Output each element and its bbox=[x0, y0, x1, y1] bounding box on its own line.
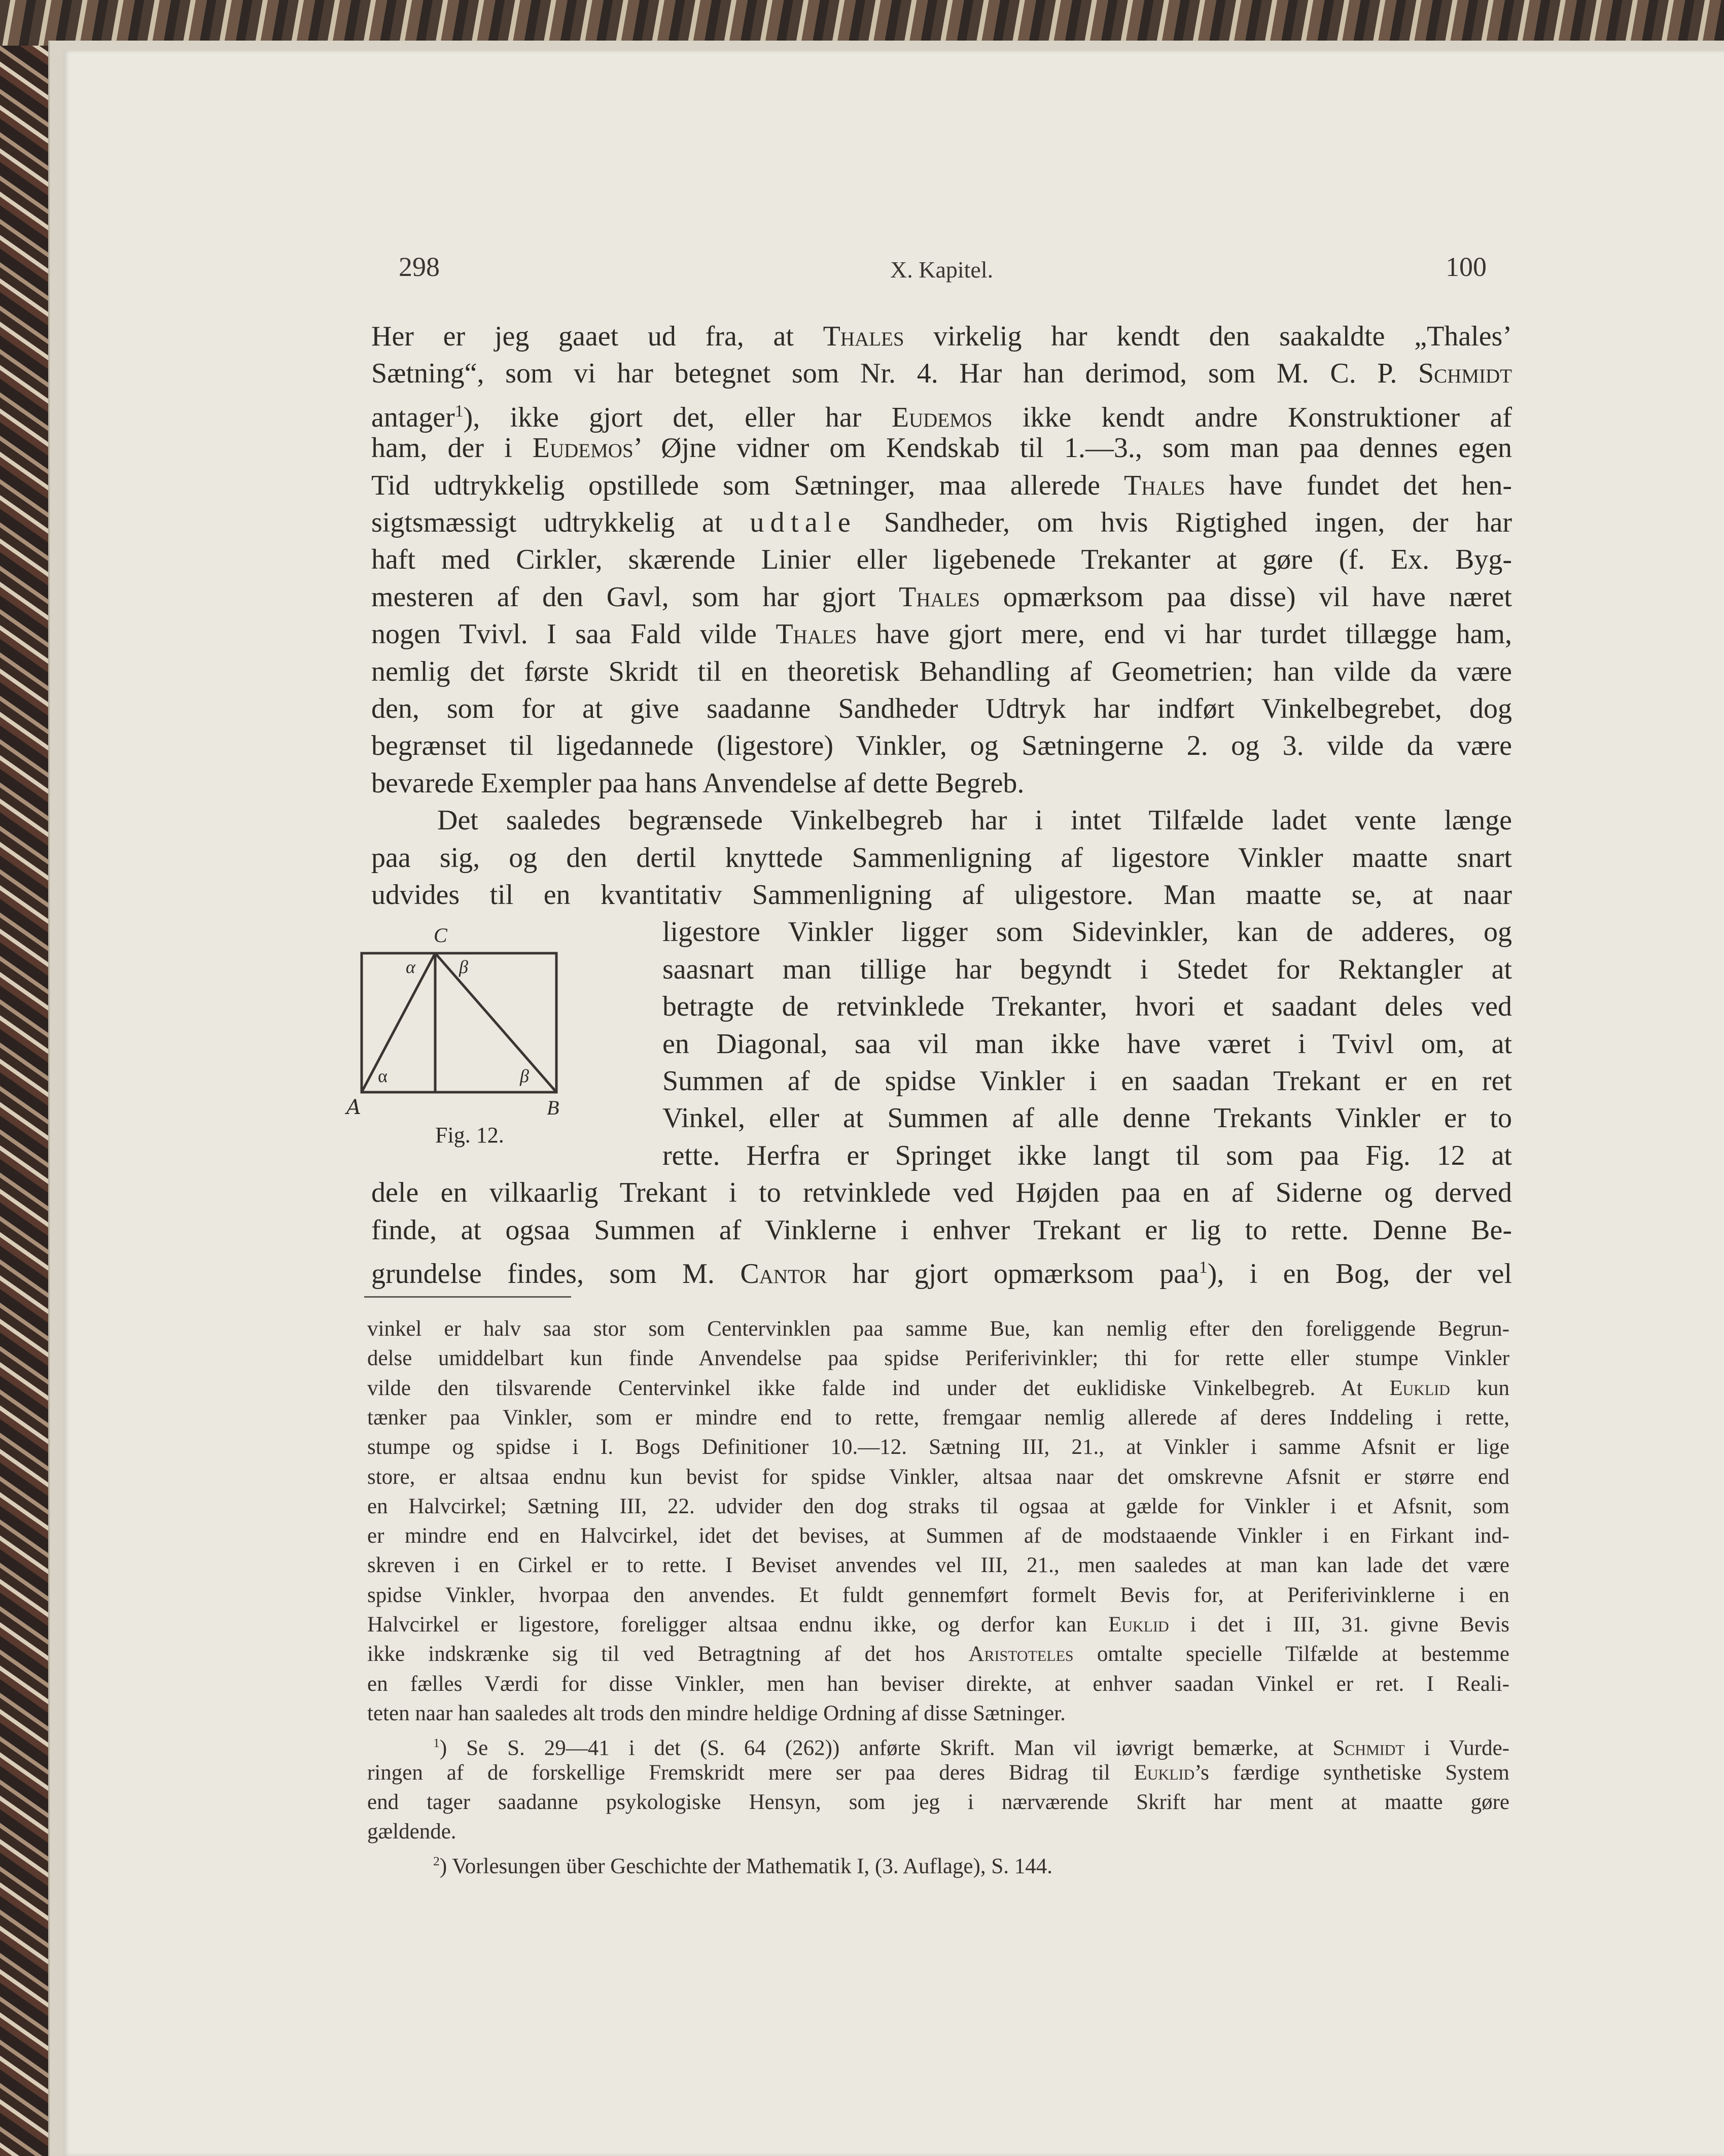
text-run: mesteren af den Gavl, som har gjort bbox=[371, 581, 899, 613]
footnote-line bbox=[367, 1521, 1509, 1551]
text-run: ham, der i bbox=[371, 432, 533, 464]
small-caps-name: Euklid bbox=[1389, 1376, 1450, 1400]
text-run: stumpe og spidse i I. Bogs Definitioner 10.—12. Sætning III, 21., at Vinkler i samme Afsnit er lige bbox=[367, 1435, 1509, 1459]
text-run: end tager saadanne psykologiske Hensyn, som jeg i nærværende Skrift har ment at maatte gøre bbox=[367, 1790, 1509, 1814]
text-run: bevarede Exempler paa hans Anvendelse af dette Begreb. bbox=[371, 767, 1025, 799]
text-run: virkelig har kendt den saakaldte „Thales’ bbox=[904, 321, 1512, 352]
small-caps-name: Aristoteles bbox=[968, 1642, 1074, 1666]
text-run: Summen af de spidse Vinkler i en saadan Trekant er en ret bbox=[662, 1065, 1512, 1097]
text-run: ikke indskrænke sig til ved Betragtning af det hos bbox=[367, 1642, 969, 1666]
figure-side-ac bbox=[362, 953, 435, 1092]
text-run: nemlig det første Skridt til en theoretisk Behandling af Geometrien; han vilde da være bbox=[371, 655, 1512, 687]
small-caps-name: Thales bbox=[1124, 469, 1205, 501]
footnote-line bbox=[367, 1433, 1509, 1462]
footnote-line bbox=[367, 1640, 1509, 1669]
footnote-marker: 1 bbox=[433, 1735, 440, 1751]
text-run: saasnart man tillige har begyndt i Stedet for Rektangler at bbox=[662, 953, 1512, 985]
figure-label-c: C bbox=[434, 924, 447, 947]
text-run: udvides til en kvantitativ Sammenligning af uligestore. Man maatte se, at naar bbox=[371, 879, 1512, 911]
text-run: Vinkel, eller at Summen af alle denne Trekants Vinkler er to bbox=[662, 1102, 1512, 1134]
text-run: have fundet det hen- bbox=[1205, 469, 1512, 501]
footnote-line bbox=[367, 1610, 1509, 1640]
figure-label-a: A bbox=[346, 1096, 361, 1119]
footnote-marker: 2 bbox=[433, 1854, 440, 1869]
footnote-line bbox=[367, 1699, 1509, 1728]
text-run: ), ikke gjort det, eller har bbox=[463, 401, 892, 433]
text-run: have gjort mere, end vi har turdet tillægge ham, bbox=[857, 618, 1512, 650]
text-run: Her er jeg gaaet ud fra, at bbox=[371, 321, 823, 352]
text-run: haft med Cirkler, skærende Linier eller ligebenede Trekanter at gøre (f. Ex. Byg- bbox=[371, 544, 1512, 576]
section-number: 100 bbox=[1446, 252, 1487, 282]
footnote-line bbox=[367, 1344, 1509, 1373]
figure-label-alpha-top: α bbox=[406, 957, 415, 977]
footnote-marker: 1 bbox=[454, 401, 464, 421]
small-caps-name: Thales bbox=[899, 581, 980, 613]
footnote-line bbox=[367, 1817, 1509, 1847]
text-run: teten naar han saaledes alt trods den mindre heldige Ordning af disse Sætninger. bbox=[367, 1701, 1066, 1725]
text-run: ikke kendt andre Konstruktioner af bbox=[992, 401, 1512, 433]
footnote-separator bbox=[364, 1296, 571, 1298]
text-run: ringen af de forskellige Fremskridt mere ser paa deres Bidrag til bbox=[367, 1760, 1134, 1785]
text-run: Sætning“, som vi har betegnet som Nr. 4. Har han derimod, som M. C. P. bbox=[371, 358, 1419, 390]
text-run: en fælles Værdi for disse Vinkler, men han beviser direkte, at enhver saadan Vinkel er ret. I Reali- bbox=[367, 1672, 1509, 1696]
text-run: den, som for at give saadanne Sandheder Udtryk har indført Vinkelbegrebet, dog bbox=[371, 693, 1512, 724]
text-run: paa sig, og den dertil knyttede Sammenligning af ligestore Vinkler maatte snart bbox=[371, 842, 1512, 874]
text-run: er mindre end en Halvcirkel, idet det bevises, at Summen af de modstaaende Vinkler i en Firkant ind- bbox=[367, 1524, 1509, 1548]
footnote-line bbox=[367, 1788, 1509, 1817]
small-caps-name: Eudemos bbox=[532, 432, 634, 464]
text-run: nogen Tvivl. I saa Fald vilde bbox=[371, 618, 776, 650]
text-run: store, er altsaa endnu kun bevist for spidse Vinkler, altsaa naar det omskrevne Afsnit er større end bbox=[367, 1465, 1509, 1489]
small-caps-name: Eudemos bbox=[891, 401, 993, 433]
text-run: ), i en Bog, der vel bbox=[1207, 1258, 1512, 1290]
small-caps-name: Cantor bbox=[740, 1258, 827, 1290]
text-run: ’ Øjne vidner om Kendskab til 1.—3., som man paa dennes egen bbox=[633, 432, 1512, 464]
text-run: en Diagonal, saa vil man ikke have været i Tvivl om, at bbox=[662, 1028, 1512, 1060]
text-run: gældende. bbox=[367, 1820, 456, 1844]
text-run: ) Se S. 29—41 i det (S. 64 (262)) anførte Skrift. Man vil iøvrigt bemærke, at bbox=[439, 1736, 1333, 1760]
text-run: en Halvcirkel; Sætning III, 22. udvider den dog straks til ogsaa at gælde for Vinkler i et Afsnit, som bbox=[367, 1494, 1509, 1518]
text-run: omtalte specielle Tilfælde at bestemme bbox=[1073, 1642, 1510, 1666]
text-run: begrænset til ligedannede (ligestore) Vinkler, og Sætningerne 2. og 3. vilde da være bbox=[371, 730, 1512, 762]
page-number: 298 bbox=[399, 252, 440, 282]
small-caps-name: Euklid bbox=[1134, 1760, 1195, 1785]
text-run: i Vurde- bbox=[1404, 1736, 1509, 1760]
footnote-line bbox=[367, 1492, 1509, 1521]
text-run: opmærksom paa disse) vil have næret bbox=[980, 581, 1512, 613]
text-run: antager bbox=[371, 401, 455, 433]
text-run: grundelse findes, som M. bbox=[371, 1258, 741, 1290]
text-run: spidse Vinkler, hvorpaa den anvendes. Et fuldt gennemført formelt Bevis for, at Periferivinklerne i en bbox=[367, 1583, 1509, 1607]
text-run: rette. Herfra er Springet ikke langt til som paa Fig. 12 at bbox=[662, 1139, 1512, 1171]
text-run: dele en vilkaarlig Trekant i to retvinklede ved Højden paa en af Siderne og derved bbox=[371, 1177, 1512, 1209]
footnote-line bbox=[367, 1581, 1509, 1610]
footnote-line bbox=[367, 1374, 1509, 1403]
footnote-line bbox=[367, 1463, 1509, 1492]
text-run: betragte de retvinklede Trekanter, hvori et saadant deles ved bbox=[662, 991, 1512, 1023]
text-run: i det i III, 31. givne Bevis bbox=[1169, 1613, 1509, 1637]
figure-label-b: B bbox=[547, 1096, 559, 1119]
footnote-line bbox=[433, 1728, 1509, 1758]
text-run: vilde den tilsvarende Centervinkel ikke falde ind under det euklidiske Vinkelbegreb. At bbox=[367, 1376, 1390, 1400]
footnote-line bbox=[367, 1551, 1509, 1580]
text-run: skreven i en Cirkel er to rette. I Beviset anvendes vel III, 21., men saaledes at man kan lade det være bbox=[367, 1553, 1509, 1578]
footnote-line bbox=[367, 1670, 1509, 1699]
text-run: tænker paa Vinkler, som er mindre end to rette, fremgaar nemlig allerede af deres Inddeling i rette, bbox=[367, 1405, 1509, 1430]
text-run: ’s færdige synthetiske System bbox=[1194, 1760, 1509, 1785]
small-caps-name: Euklid bbox=[1108, 1613, 1169, 1637]
running-header: X. Kapitel. bbox=[890, 257, 994, 283]
text-run: sigtsmæssigt udtrykkelig at bbox=[371, 507, 750, 538]
text-run: delse umiddelbart kun finde Anvendelse paa spidse Periferivinkler; thi for rette eller stumpe Vinkler bbox=[367, 1346, 1509, 1371]
small-caps-name: Schmidt bbox=[1418, 358, 1512, 390]
text-run: ) Vorlesungen über Geschichte der Mathematik I, (3. Auflage), S. 144. bbox=[439, 1854, 1052, 1879]
text-run: Halvcirkel er ligestore, foreligger altsaa endnu ikke, og derfor kan bbox=[367, 1613, 1109, 1637]
footnote-line bbox=[367, 1403, 1509, 1433]
figure-label-beta-top: β bbox=[459, 957, 468, 977]
figure-label-beta-bottom: β bbox=[520, 1066, 529, 1086]
spaced-emphasis: udtale bbox=[750, 507, 857, 538]
footnote-marker: 1 bbox=[1199, 1258, 1208, 1277]
figure-caption: Fig. 12. bbox=[435, 1123, 504, 1147]
text-run: Sandheder, om hvis Rigtighed ingen, der har bbox=[857, 507, 1512, 538]
text-run: har gjort opmærksom paa bbox=[827, 1258, 1199, 1290]
footnote-line bbox=[433, 1847, 1509, 1879]
text-run: Det saaledes begrænsede Vinkelbegreb har i intet Tilfælde ladet vente længe bbox=[437, 805, 1512, 837]
text-run: ligestore Vinkler ligger som Sidevinkler, kan de adderes, og bbox=[662, 916, 1512, 948]
small-caps-name: Thales bbox=[823, 321, 904, 352]
text-run: kun bbox=[1450, 1376, 1510, 1400]
footnote-line bbox=[367, 1314, 1509, 1344]
small-caps-name: Thales bbox=[776, 618, 857, 650]
figure-label-alpha-bottom: α bbox=[378, 1066, 388, 1086]
text-run: vinkel er halv saa stor som Centervinklen paa samme Bue, kan nemlig efter den foreliggende Begrun- bbox=[367, 1317, 1509, 1341]
footnote-line bbox=[367, 1758, 1509, 1788]
text-run: Tid udtrykkelig opstillede som Sætninger, maa allerede bbox=[371, 469, 1124, 501]
figure-side-cb bbox=[435, 953, 556, 1092]
text-run: finde, at ogsaa Summen af Vinklerne i enhver Trekant er lig to rette. Denne Be- bbox=[371, 1214, 1512, 1246]
small-caps-name: Schmidt bbox=[1332, 1736, 1405, 1760]
